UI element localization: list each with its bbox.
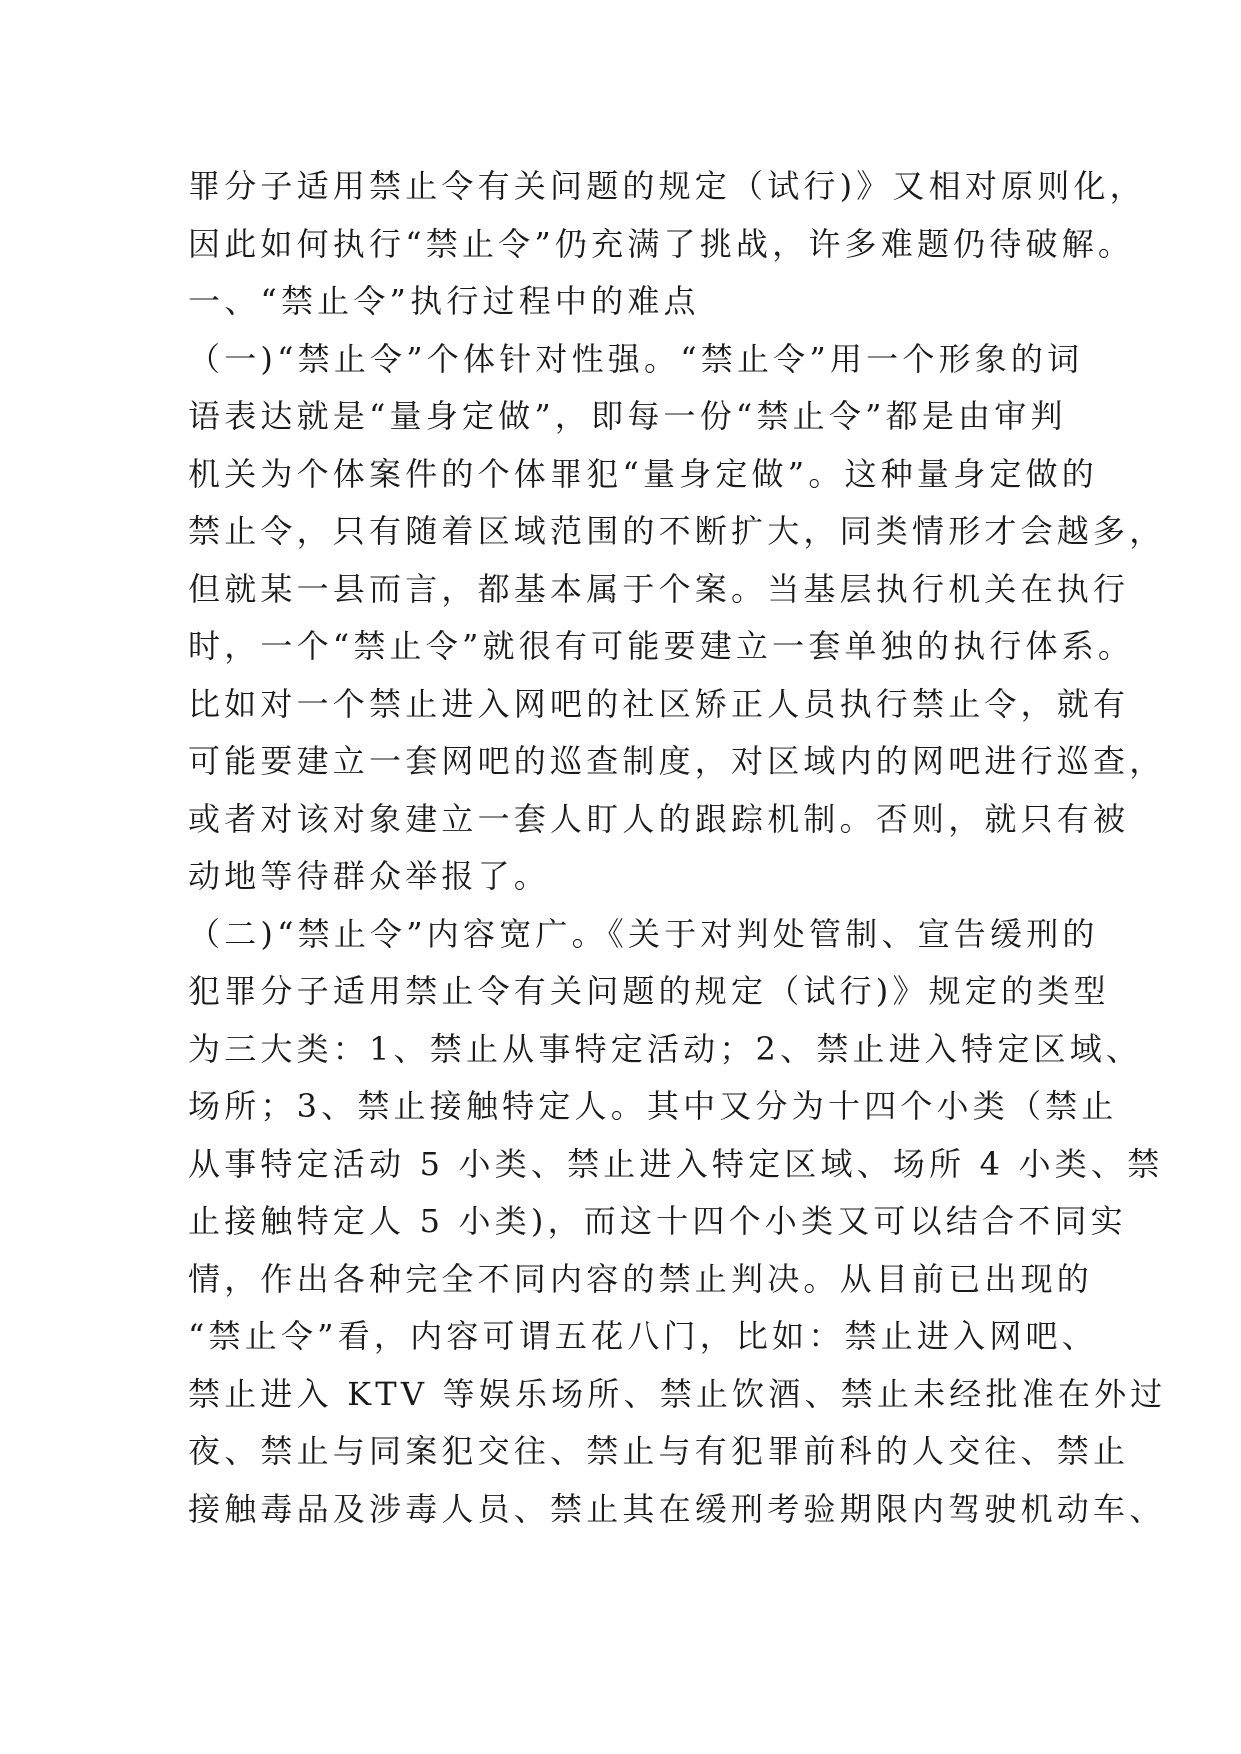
text-line: 动地等待群众举报了。 xyxy=(188,857,551,895)
text-line: 禁止令，只有随着区域范围的不断扩大，同类情形才会越多， xyxy=(188,512,1166,550)
text-line: 场所；3、禁止接触特定人。其中又分为十四个小类（禁止 xyxy=(188,1087,1118,1125)
document-body xyxy=(188,158,1167,1538)
text-line: 时，一个“禁止令”就很有可能要建立一套单独的执行体系。 xyxy=(188,627,1135,665)
text-line: 犯罪分子适用禁止令有关问题的规定（试行)》规定的类型 xyxy=(188,972,1110,1010)
text-line: 或者对该对象建立一套人盯人的跟踪机制。否则，就只有被 xyxy=(188,799,1130,838)
text-line: 因此如何执行“禁止令”仍充满了挑战，许多难题仍待破解。 xyxy=(188,224,1135,263)
text-line: 比如对一个禁止进入网吧的社区矫正人员执行禁止令，就有 xyxy=(188,684,1130,723)
text-line: “禁止令”看，内容可谓五花八门，比如：禁止进入网吧、 xyxy=(188,1317,1098,1355)
text-line: 罪分子适用禁止令有关问题的规定（试行)》又相对原则化， xyxy=(188,167,1146,205)
text-line: 夜、禁止与同案犯交往、禁止与有犯罪前科的人交往、禁止 xyxy=(188,1432,1130,1470)
text-line: 可能要建立一套网吧的巡查制度，对区域内的网吧进行巡查， xyxy=(188,742,1166,780)
text-line: 接触毒品及涉毒人员、禁止其在缓刑考验期限内驾驶机动车、 xyxy=(188,1489,1166,1528)
text-line: 禁止进入 KTV 等娱乐场所、禁止饮酒、禁止未经批准在外过 xyxy=(188,1374,1167,1413)
section-heading: 一、“禁止令”执行过程中的难点 xyxy=(188,282,700,320)
text-line: 情，作出各种完全不同内容的禁止判决。从目前已出现的 xyxy=(188,1259,1094,1298)
subsection-heading-line: （一)“禁止令”个体针对性强。“禁止令”用一个形象的词 xyxy=(188,339,1084,378)
text-line: 但就某一县而言，都基本属于个案。当基层执行机关在执行 xyxy=(188,569,1130,608)
text-line: 为三大类：1、禁止从事特定活动；2、禁止进入特定区域、 xyxy=(188,1029,1143,1068)
text-line: 语表达就是“量身定做”，即每一份“禁止令”都是由审判 xyxy=(188,397,1067,435)
text-line: 机关为个体案件的个体罪犯“量身定做”。这种量身定做的 xyxy=(188,454,1098,493)
text-line: 止接触特定人 5 小类)，而这十四个小类又可以结合不同实 xyxy=(188,1202,1127,1240)
text-line: 从事特定活动 5 小类、禁止进入特定区域、场所 4 小类、禁 xyxy=(188,1144,1164,1183)
subsection-heading-line: （二)“禁止令”内容宽广。《关于对判处管制、宣告缓刑的 xyxy=(188,914,1099,953)
